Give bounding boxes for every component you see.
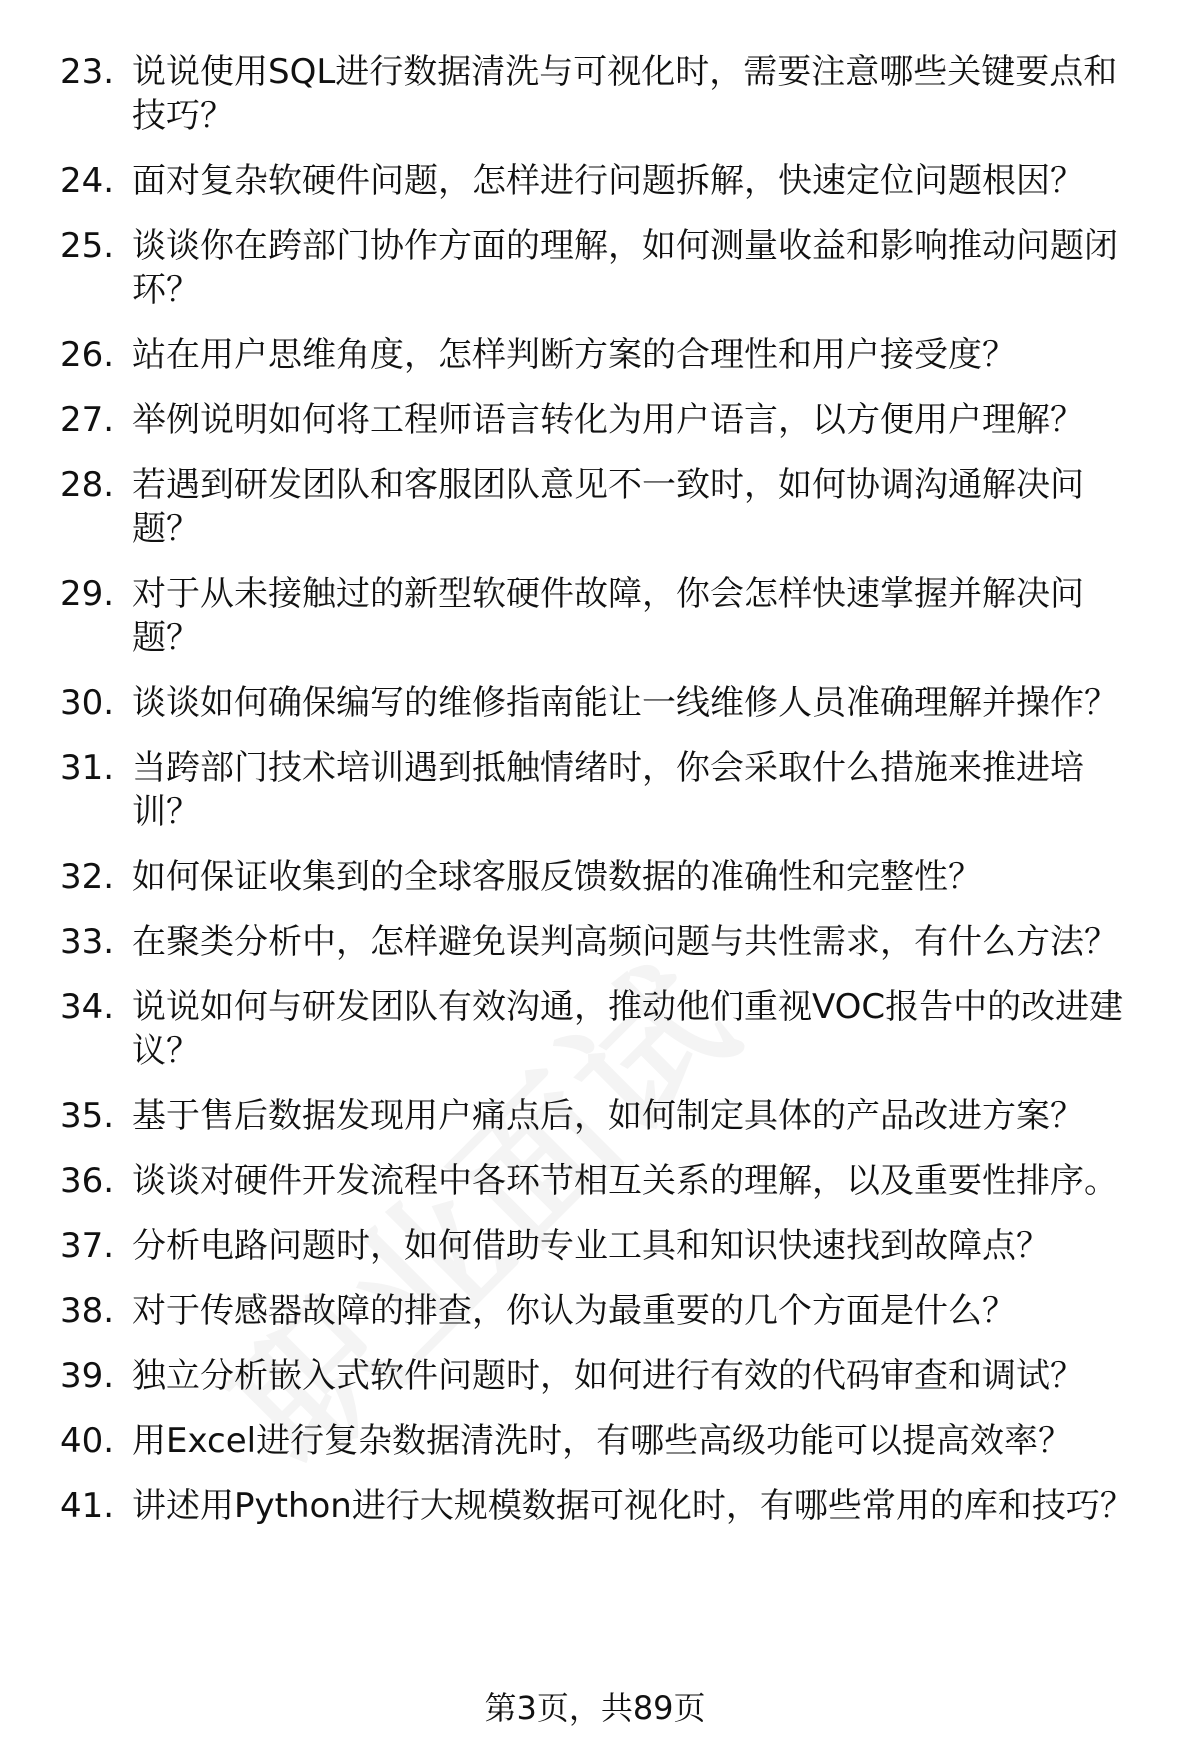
- question-number: 30.: [60, 683, 115, 723]
- question-number: 26.: [60, 335, 115, 375]
- question-number: 32.: [60, 857, 115, 897]
- question-text: 对于从未接触过的新型软硬件故障，你会怎样快速掌握并解决问题？: [132, 574, 1084, 658]
- question-item: [60, 1354, 1150, 1398]
- question-text: 若遇到研发团队和客服团队意见不一致时，如何协调沟通解决问题？: [132, 465, 1084, 549]
- question-list: [60, 50, 1150, 1549]
- question-item: [60, 463, 1150, 551]
- question-number: 35.: [60, 1096, 115, 1136]
- question-item: [60, 1094, 1150, 1138]
- question-number: 33.: [60, 922, 115, 962]
- question-item: [60, 1159, 1150, 1203]
- question-text: 说说使用SQL进行数据清洗与可视化时，需要注意哪些关键要点和技巧？: [132, 52, 1118, 136]
- question-number: 24.: [60, 161, 115, 201]
- question-text: 谈谈对硬件开发流程中各环节相互关系的理解，以及重要性排序。: [132, 1161, 1118, 1201]
- question-number: 25.: [60, 226, 115, 266]
- question-number: 34.: [60, 987, 115, 1027]
- question-text: 站在用户思维角度，怎样判断方案的合理性和用户接受度？: [132, 335, 1016, 375]
- question-text: 谈谈你在跨部门协作方面的理解，如何测量收益和影响推动问题闭环？: [132, 226, 1118, 310]
- question-number: 29.: [60, 574, 115, 614]
- question-number: 38.: [60, 1291, 115, 1331]
- question-number: 37.: [60, 1226, 115, 1266]
- question-text: 用Excel进行复杂数据清洗时，有哪些高级功能可以提高效率？: [132, 1421, 1073, 1461]
- question-text: 讲述用Python进行大规模数据可视化时，有哪些常用的库和技巧？: [132, 1486, 1134, 1526]
- question-item: [60, 398, 1150, 442]
- question-text: 说说如何与研发团队有效沟通，推动他们重视VOC报告中的改进建议？: [132, 987, 1124, 1071]
- question-text: 独立分析嵌入式软件问题时，如何进行有效的代码审查和调试？: [132, 1356, 1084, 1396]
- question-item: [60, 1224, 1150, 1268]
- question-text: 当跨部门技术培训遇到抵触情绪时，你会采取什么措施来推进培训？: [132, 748, 1084, 832]
- question-item: [60, 920, 1150, 964]
- question-number: 41.: [60, 1486, 115, 1526]
- question-number: 23.: [60, 52, 115, 92]
- question-number: 39.: [60, 1356, 115, 1396]
- question-item: [60, 1419, 1150, 1463]
- question-text: 分析电路问题时，如何借助专业工具和知识快速找到故障点？: [132, 1226, 1050, 1266]
- question-text: 谈谈如何确保编写的维修指南能让一线维修人员准确理解并操作？: [132, 683, 1118, 723]
- page-footer: 第3页，共89页: [484, 1689, 706, 1727]
- question-text: 举例说明如何将工程师语言转化为用户语言，以方便用户理解？: [132, 400, 1084, 440]
- question-item: [60, 224, 1150, 312]
- question-text: 面对复杂软硬件问题，怎样进行问题拆解，快速定位问题根因？: [132, 161, 1084, 201]
- question-item: [60, 159, 1150, 203]
- question-item: [60, 746, 1150, 834]
- question-item: [60, 50, 1150, 138]
- question-text: 对于传感器故障的排查，你认为最重要的几个方面是什么？: [132, 1291, 1016, 1331]
- question-text: 如何保证收集到的全球客服反馈数据的准确性和完整性？: [132, 857, 982, 897]
- question-item: [60, 855, 1150, 899]
- question-item: [60, 681, 1150, 725]
- question-text: 在聚类分析中，怎样避免误判高频问题与共性需求，有什么方法？: [132, 922, 1118, 962]
- question-number: 36.: [60, 1161, 115, 1201]
- question-number: 28.: [60, 465, 115, 505]
- question-text: 基于售后数据发现用户痛点后，如何制定具体的产品改进方案？: [132, 1096, 1084, 1136]
- question-item: [60, 572, 1150, 660]
- question-number: 31.: [60, 748, 115, 788]
- question-number: 40.: [60, 1421, 115, 1461]
- question-number: 27.: [60, 400, 115, 440]
- question-item: [60, 1484, 1150, 1528]
- question-item: [60, 1289, 1150, 1333]
- question-item: [60, 985, 1150, 1073]
- question-item: [60, 333, 1150, 377]
